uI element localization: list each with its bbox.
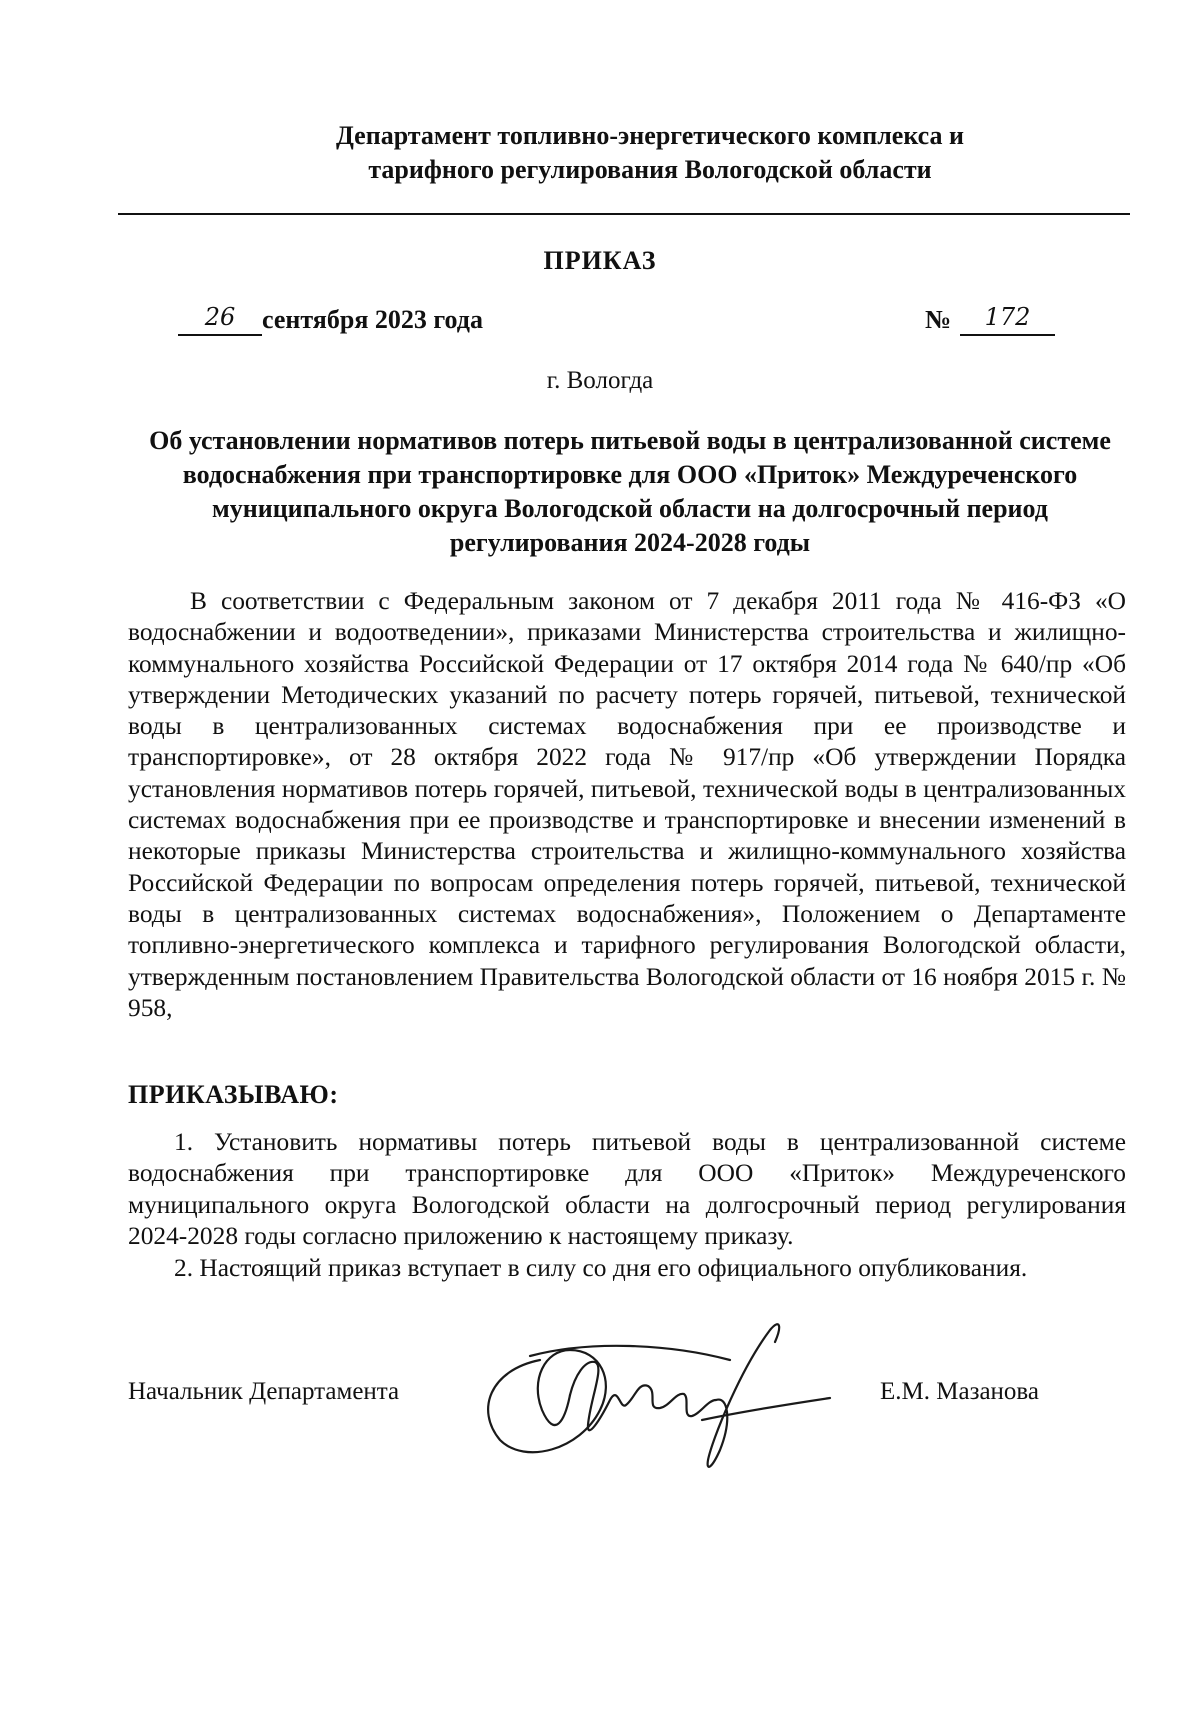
order-date-month-year: сентября 2023 года bbox=[262, 305, 483, 334]
department-header-line1: Департамент топливно-энергетического комплекса и bbox=[335, 121, 965, 150]
order-item-2: 2. Настоящий приказ вступает в силу со дня его официального опубликования. bbox=[174, 1254, 1028, 1282]
order-item-1: 1. Установить нормативы потерь питьевой воды в централизованной системе водоснабжения при транспортировке для ООО «Приток» Междуреченского муниципального округа Вологодской области на долгосрочный период регулирования 2024-2028 годы согласно приложению к настоящему приказу. bbox=[128, 1128, 1126, 1250]
order-date-day: 26 bbox=[178, 302, 262, 336]
signer-name: Е.М. Мазанова bbox=[880, 1378, 1039, 1405]
order-number: 172 bbox=[960, 302, 1055, 336]
header-divider bbox=[118, 213, 1130, 215]
handwritten-signature bbox=[470, 1300, 850, 1480]
order-number-sign: № bbox=[925, 305, 952, 334]
order-keyword: ПРИКАЗЫВАЮ: bbox=[128, 1080, 339, 1109]
order-subject: Об установлении нормативов потерь питьевой воды в централизованной системе водоснабжения при транспортировке для ООО «Приток» Междуреченского муниципального округа Вологодской области на долгосрочный период регулирования 2024-2028 годы bbox=[149, 426, 1111, 557]
preamble-paragraph: В соответствии с Федеральным законом от 7 декабря 2011 года № 416-ФЗ «О водоснабжении и водоотведении», приказами Министерства строительства и жилищно-коммунального хозяйства Российской Федерации от 17 октября 2014 года № 640/пр «Об утверждении Методических указаний по расчету потерь горячей, питьевой, технической воды в централизованных системах водоснабжения при ее производстве и транспортировке», от 28 октября 2022 года № 917/пр «Об утверждении Порядка установления нормативов потерь горячей, питьевой, технической воды в централизованных системах водоснабжения при ее производстве и транспортировке и внесении изменений в некоторые приказы Министерства строительства и жилищно-коммунального хозяйства Российской Федерации по вопросам определения потерь горячей, питьевой, технической воды в централизованных системах водоснабжения», Положением о Департаменте топливно-энергетического комплекса и тарифного регулирования Вологодской области, утвержденным постановлением Правительства Вологодской области от 16 ноября 2015 г. № 958, bbox=[128, 587, 1126, 1022]
signer-position: Начальник Департамента bbox=[128, 1378, 400, 1405]
department-header-line2: тарифного регулирования Вологодской области bbox=[368, 155, 932, 184]
document-title: ПРИКАЗ bbox=[543, 246, 657, 275]
city-line: г. Вологда bbox=[546, 367, 654, 394]
